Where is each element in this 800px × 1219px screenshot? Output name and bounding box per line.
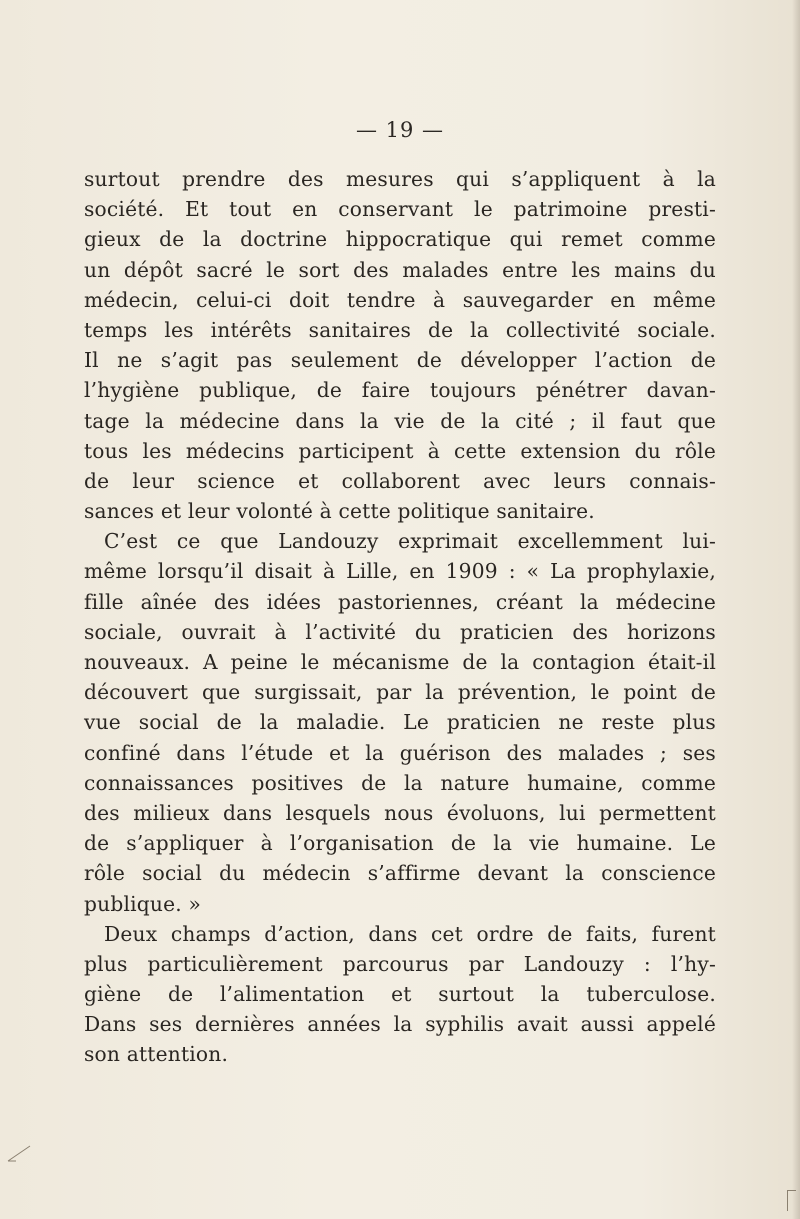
text-line: temps les intérêts sanitaires de la collectivité sociale. — [84, 317, 716, 342]
text-line: gieux de la doctrine hippocratique qui remet comme — [84, 227, 716, 252]
text-line: connaissances positives de la nature humaine, comme — [84, 770, 716, 795]
text-line: Il ne s’agit pas seulement de développer l’action de — [84, 348, 716, 373]
text-line: surtout prendre des mesures qui s’appliquent à la — [84, 167, 716, 191]
text-line: sociale, ouvrait à l’activité du praticien des horizons — [84, 619, 716, 644]
text-line: tous les médecins participent à cette extension du rôle — [84, 438, 716, 463]
body-text — [84, 164, 716, 1070]
text-line: vue social de la maladie. Le praticien ne reste plus — [84, 710, 716, 735]
text-line: des milieux dans lesquels nous évoluons, lui permettent — [84, 800, 716, 825]
text-line: l’hygiène publique, de faire toujours pénétrer davan- — [84, 378, 716, 403]
text-line: médecin, celui-ci doit tendre à sauvegarder en même — [84, 287, 716, 312]
text-line: découvert que surgissait, par la prévention, le point de — [84, 680, 716, 705]
text-line: sances et leur volonté à cette politique sanitaire. — [84, 499, 595, 524]
text-line: C’est ce que Landouzy exprimait excellemment lui- — [104, 529, 716, 554]
text-line: nouveaux. A peine le mécanisme de la contagion était-il — [84, 650, 716, 674]
text-line: plus particulièrement parcourus par Landouzy : l’hy- — [84, 951, 716, 976]
text-line: société. Et tout en conservant le patrimoine presti- — [84, 197, 716, 222]
scan-corner-mark — [6, 1143, 32, 1163]
text-line: Dans ses dernières années la syphilis avait aussi appelé — [84, 1012, 716, 1037]
scan-edge-mark — [787, 1190, 796, 1211]
text-line: tage la médecine dans la vie de la cité ; il faut que — [84, 408, 716, 433]
text-line: un dépôt sacré le sort des malades entre les mains du — [84, 257, 716, 282]
page-number: — 19 — — [355, 118, 445, 142]
text-line: de s’appliquer à l’organisation de la vie humaine. Le — [84, 831, 716, 856]
text-line: rôle social du médecin s’affirme devant la conscience — [84, 861, 716, 886]
text-line: confiné dans l’étude et la guérison des malades ; ses — [84, 740, 716, 765]
text-line: giène de l’alimentation et surtout la tuberculose. — [84, 982, 716, 1007]
page-edge-shadow — [792, 0, 800, 1219]
text-line: son attention. — [84, 1042, 229, 1067]
text-line: de leur science et collaborent avec leurs connais- — [84, 468, 716, 493]
text-line: Deux champs d’action, dans cet ordre de faits, furent — [104, 921, 716, 946]
text-line: même lorsqu’il disait à Lille, en 1909 : « La prophylaxie, — [84, 559, 716, 584]
text-line: fille aînée des idées pastoriennes, créant la médecine — [84, 589, 716, 614]
text-line: publique. » — [84, 891, 202, 916]
